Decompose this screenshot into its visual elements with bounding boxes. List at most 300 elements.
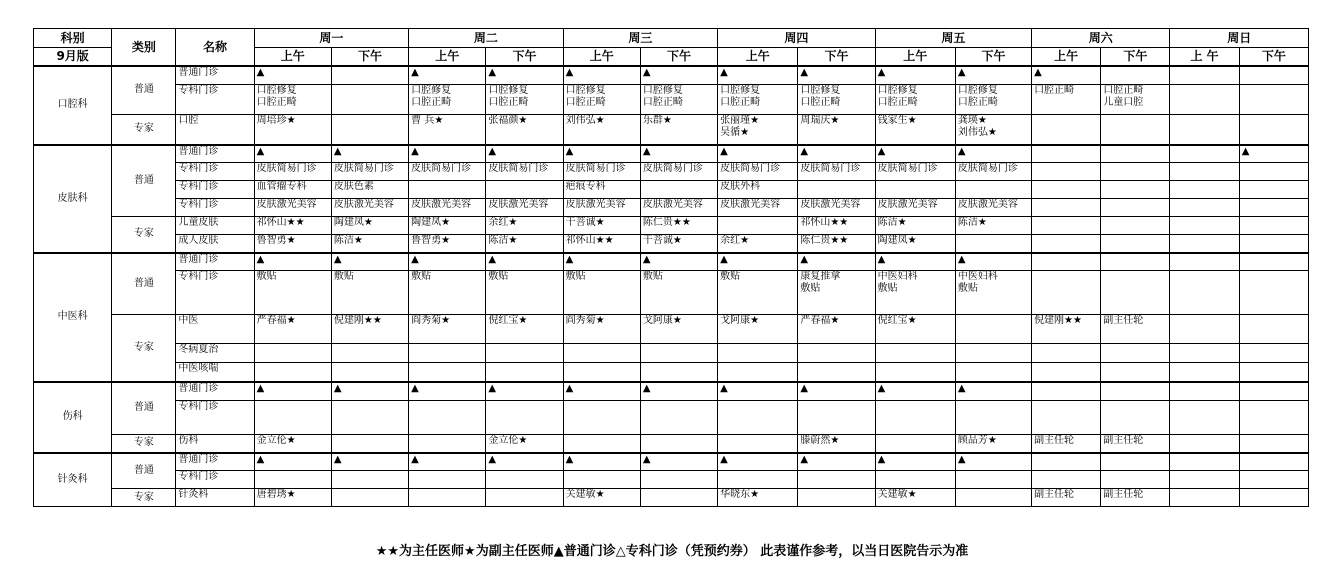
schedule-cell: 鲁智勇★	[254, 235, 331, 253]
schedule-cell	[331, 401, 408, 435]
schedule-cell: 周培珍★	[254, 115, 331, 145]
schedule-cell: 倪建刚★★	[1032, 315, 1101, 344]
schedule-cell: ▲	[955, 145, 1031, 163]
schedule-cell: 皮肤简易门诊	[331, 163, 408, 181]
schedule-cell: ▲	[486, 382, 563, 401]
schedule-cell	[640, 471, 717, 489]
header-half: 下午	[331, 48, 408, 66]
schedule-cell	[718, 363, 798, 382]
schedule-cell: 曹 兵★	[409, 115, 486, 145]
schedule-cell: ▲	[718, 453, 798, 471]
schedule-cell: ▲	[331, 453, 408, 471]
schedule-cell: ▲	[409, 382, 486, 401]
schedule-cell	[640, 401, 717, 435]
schedule-cell: 副主任轮	[1101, 435, 1170, 453]
schedule-cell: ▲	[254, 66, 331, 85]
schedule-cell: 龚瑛★ 刘伟弘★	[955, 115, 1031, 145]
header-half: 上 午	[1170, 48, 1239, 66]
schedule-cell	[1170, 489, 1239, 507]
schedule-cell: 皮肤外科	[718, 181, 798, 199]
schedule-cell: 中医妇科 敷贴	[955, 271, 1031, 315]
clinic-name: 专科门诊	[176, 401, 254, 435]
schedule-cell: 皮肤激光美容	[798, 199, 875, 217]
schedule-cell: 余红★	[486, 217, 563, 235]
clinic-name: 口腔	[176, 115, 254, 145]
schedule-cell	[1170, 315, 1239, 344]
schedule-cell	[875, 181, 955, 199]
schedule-cell	[1239, 435, 1308, 453]
schedule-cell: 周瑞庆★	[798, 115, 875, 145]
schedule-cell: 关建敏★	[563, 489, 640, 507]
schedule-cell: ▲	[955, 253, 1031, 271]
schedule-cell	[1101, 471, 1170, 489]
schedule-cell: 阎秀菊★	[409, 315, 486, 344]
schedule-cell	[1101, 363, 1170, 382]
schedule-cell	[1101, 382, 1170, 401]
schedule-cell	[409, 435, 486, 453]
schedule-cell: 陈仁贵★★	[640, 217, 717, 235]
schedule-cell: 倪红宝★	[486, 315, 563, 344]
header-day: 周日	[1170, 29, 1309, 48]
schedule-cell	[1032, 181, 1101, 199]
schedule-cell: 金立伦★	[254, 435, 331, 453]
schedule-cell: ▲	[563, 66, 640, 85]
schedule-cell	[486, 471, 563, 489]
schedule-cell: ▲	[486, 253, 563, 271]
schedule-cell: 陶建凤★	[875, 235, 955, 253]
schedule-cell: 祁怀山★★	[798, 217, 875, 235]
schedule-cell: 皮肤简易门诊	[486, 163, 563, 181]
schedule-cell: ▲	[875, 382, 955, 401]
schedule-cell	[1170, 199, 1239, 217]
schedule-cell	[1239, 382, 1308, 401]
schedule-cell	[1032, 344, 1101, 363]
schedule-cell: 严春福★	[798, 315, 875, 344]
schedule-cell: ▲	[1239, 145, 1308, 163]
schedule-cell	[875, 401, 955, 435]
header-type: 类别	[112, 29, 176, 66]
schedule-cell	[409, 344, 486, 363]
schedule-cell: 口腔修复 口腔正畸	[955, 85, 1031, 115]
schedule-cell: 张福颜★	[486, 115, 563, 145]
schedule-cell	[1101, 115, 1170, 145]
schedule-cell	[1101, 66, 1170, 85]
clinic-name: 中医	[176, 315, 254, 344]
clinic-name: 普通门诊	[176, 453, 254, 471]
schedule-cell	[486, 401, 563, 435]
schedule-cell: 皮肤激光美容	[331, 199, 408, 217]
header-day: 周三	[563, 29, 717, 48]
category-label: 专家	[112, 435, 176, 453]
header-dept: 科别	[34, 29, 112, 48]
clinic-name: 专科门诊	[176, 271, 254, 315]
department-name: 口腔科	[34, 66, 112, 145]
schedule-cell	[1101, 199, 1170, 217]
schedule-cell: 皮肤激光美容	[875, 199, 955, 217]
schedule-cell	[718, 344, 798, 363]
schedule-cell: 副主任轮	[1101, 489, 1170, 507]
category-label: 专家	[112, 217, 176, 253]
department-name: 针灸科	[34, 453, 112, 507]
schedule-cell: 口腔修复 口腔正畸	[486, 85, 563, 115]
schedule-cell: ▲	[798, 453, 875, 471]
schedule-cell: 阎秀菊★	[563, 315, 640, 344]
schedule-cell	[563, 363, 640, 382]
header-half: 下午	[486, 48, 563, 66]
edition-label: 9月版	[34, 48, 112, 66]
clinic-name: 儿童皮肤	[176, 217, 254, 235]
header-half: 上午	[254, 48, 331, 66]
schedule-cell: 皮肤简易门诊	[409, 163, 486, 181]
schedule-cell: 敷贴	[718, 271, 798, 315]
schedule-cell	[486, 489, 563, 507]
schedule-cell: ▲	[640, 453, 717, 471]
clinic-name: 专科门诊	[176, 85, 254, 115]
schedule-cell	[1170, 453, 1239, 471]
schedule-cell	[1101, 217, 1170, 235]
schedule-cell: ▲	[1032, 66, 1101, 85]
schedule-cell: ▲	[563, 453, 640, 471]
schedule-cell: ▲	[409, 253, 486, 271]
schedule-cell: ▲	[254, 453, 331, 471]
schedule-cell	[1032, 453, 1101, 471]
schedule-cell: 敷贴	[486, 271, 563, 315]
schedule-cell	[1239, 344, 1308, 363]
schedule-cell	[1032, 163, 1101, 181]
schedule-cell: 陈洁★	[955, 217, 1031, 235]
schedule-cell: 鲁智勇★	[409, 235, 486, 253]
schedule-cell: 关建敏★	[875, 489, 955, 507]
schedule-cell: 皮肤激光美容	[718, 199, 798, 217]
schedule-cell	[1239, 489, 1308, 507]
schedule-cell	[254, 471, 331, 489]
schedule-cell: 敷贴	[640, 271, 717, 315]
schedule-cell: 祁怀山★★	[563, 235, 640, 253]
schedule-cell	[563, 401, 640, 435]
schedule-cell: 陈洁★	[331, 235, 408, 253]
schedule-cell: ▲	[640, 253, 717, 271]
schedule-cell	[563, 435, 640, 453]
schedule-cell: ▲	[640, 382, 717, 401]
schedule-cell	[1239, 471, 1308, 489]
schedule-cell	[1170, 382, 1239, 401]
schedule-cell	[331, 85, 408, 115]
schedule-cell	[798, 363, 875, 382]
schedule-cell: 口腔正畸	[1032, 85, 1101, 115]
clinic-name: 冬病夏治	[176, 344, 254, 363]
schedule-cell: ▲	[409, 66, 486, 85]
schedule-cell	[254, 344, 331, 363]
schedule-cell	[1170, 235, 1239, 253]
schedule-cell	[1032, 271, 1101, 315]
header-day: 周六	[1032, 29, 1170, 48]
schedule-cell	[331, 435, 408, 453]
clinic-name: 专科门诊	[176, 199, 254, 217]
schedule-cell	[955, 489, 1031, 507]
schedule-cell: ▲	[955, 66, 1031, 85]
schedule-cell	[798, 489, 875, 507]
schedule-cell	[1032, 235, 1101, 253]
header-day: 周一	[254, 29, 408, 48]
schedule-cell: 敷贴	[409, 271, 486, 315]
clinic-schedule-table	[33, 28, 1309, 507]
schedule-cell: 口腔修复 口腔正畸	[409, 85, 486, 115]
schedule-cell: 皮肤激光美容	[486, 199, 563, 217]
schedule-cell: 皮肤激光美容	[409, 199, 486, 217]
clinic-name: 普通门诊	[176, 66, 254, 85]
schedule-cell	[798, 181, 875, 199]
clinic-name: 专科门诊	[176, 471, 254, 489]
schedule-cell	[1239, 253, 1308, 271]
schedule-cell	[1032, 363, 1101, 382]
schedule-cell: 中医妇科 敷贴	[875, 271, 955, 315]
schedule-cell	[409, 471, 486, 489]
schedule-cell	[718, 435, 798, 453]
schedule-cell: 敷贴	[254, 271, 331, 315]
schedule-cell: 疤痕专科	[563, 181, 640, 199]
schedule-cell: ▲	[640, 145, 717, 163]
schedule-cell: 口腔修复 口腔正畸	[254, 85, 331, 115]
schedule-cell	[875, 344, 955, 363]
schedule-cell	[875, 471, 955, 489]
schedule-cell	[798, 471, 875, 489]
schedule-cell: 严春福★	[254, 315, 331, 344]
schedule-cell	[409, 401, 486, 435]
schedule-cell	[1170, 253, 1239, 271]
header-day: 周二	[409, 29, 563, 48]
schedule-cell: 敷贴	[563, 271, 640, 315]
clinic-name: 专科门诊	[176, 163, 254, 181]
header-half: 上午	[718, 48, 798, 66]
schedule-cell: 金立伦★	[486, 435, 563, 453]
schedule-cell: ▲	[798, 66, 875, 85]
schedule-cell	[718, 217, 798, 235]
schedule-cell	[1239, 199, 1308, 217]
schedule-cell: 陶建凤★	[331, 217, 408, 235]
schedule-cell	[640, 435, 717, 453]
schedule-cell	[331, 489, 408, 507]
schedule-cell: ▲	[955, 453, 1031, 471]
schedule-cell: ▲	[331, 145, 408, 163]
schedule-cell: 皮肤激光美容	[254, 199, 331, 217]
schedule-cell: 华晓东★	[718, 489, 798, 507]
schedule-cell: ▲	[563, 145, 640, 163]
header-half: 上午	[875, 48, 955, 66]
schedule-cell	[1101, 401, 1170, 435]
schedule-cell	[1101, 163, 1170, 181]
schedule-cell: 口腔修复 口腔正畸	[563, 85, 640, 115]
schedule-cell	[1170, 217, 1239, 235]
schedule-cell: ▲	[798, 253, 875, 271]
schedule-cell: 祁怀山★★	[254, 217, 331, 235]
schedule-cell	[486, 181, 563, 199]
schedule-cell	[1101, 181, 1170, 199]
schedule-cell: ▲	[798, 382, 875, 401]
schedule-cell: 陶建凤★	[409, 217, 486, 235]
schedule-cell	[1239, 271, 1308, 315]
schedule-cell	[1239, 235, 1308, 253]
category-label: 专家	[112, 315, 176, 382]
schedule-cell: ▲	[331, 382, 408, 401]
clinic-name: 中医咳喘	[176, 363, 254, 382]
schedule-cell: 敷贴	[331, 271, 408, 315]
schedule-cell	[1032, 199, 1101, 217]
schedule-cell	[1170, 163, 1239, 181]
schedule-cell: ▲	[718, 145, 798, 163]
schedule-cell	[640, 489, 717, 507]
schedule-cell	[1101, 145, 1170, 163]
schedule-cell	[955, 181, 1031, 199]
schedule-cell	[331, 471, 408, 489]
schedule-cell: 皮肤激光美容	[955, 199, 1031, 217]
schedule-cell: 皮肤简易门诊	[718, 163, 798, 181]
schedule-cell	[1032, 471, 1101, 489]
schedule-cell	[955, 401, 1031, 435]
schedule-cell: 副主任轮	[1032, 489, 1101, 507]
schedule-cell: 皮肤色素	[331, 181, 408, 199]
schedule-cell	[1170, 271, 1239, 315]
schedule-cell: 副主任轮	[1032, 435, 1101, 453]
schedule-cell: ▲	[718, 66, 798, 85]
schedule-cell	[409, 363, 486, 382]
schedule-cell: 滕蔚然★	[798, 435, 875, 453]
schedule-cell: ▲	[409, 145, 486, 163]
schedule-cell	[1239, 315, 1308, 344]
schedule-cell: 口腔修复 口腔正畸	[640, 85, 717, 115]
schedule-cell: 余红★	[718, 235, 798, 253]
schedule-cell	[1170, 115, 1239, 145]
schedule-cell	[1170, 471, 1239, 489]
schedule-cell: 倪红宝★	[875, 315, 955, 344]
schedule-cell: 顾品芳★	[955, 435, 1031, 453]
header-half: 下午	[640, 48, 717, 66]
schedule-cell: 皮肤简易门诊	[798, 163, 875, 181]
schedule-cell	[1101, 344, 1170, 363]
schedule-cell	[1239, 115, 1308, 145]
schedule-cell	[1239, 85, 1308, 115]
schedule-cell: 口腔修复 口腔正畸	[798, 85, 875, 115]
schedule-cell: 陈洁★	[875, 217, 955, 235]
schedule-cell: ▲	[486, 145, 563, 163]
schedule-cell: ▲	[875, 145, 955, 163]
schedule-cell	[563, 471, 640, 489]
schedule-cell	[486, 363, 563, 382]
category-label: 普通	[112, 253, 176, 315]
department-name: 中医科	[34, 253, 112, 382]
schedule-cell	[254, 363, 331, 382]
schedule-cell	[1032, 253, 1101, 271]
schedule-cell: 戈阿康★	[640, 315, 717, 344]
clinic-name: 普通门诊	[176, 253, 254, 271]
schedule-cell: 康复推拿 敷贴	[798, 271, 875, 315]
schedule-cell	[875, 435, 955, 453]
schedule-cell	[331, 363, 408, 382]
schedule-cell: 皮肤简易门诊	[875, 163, 955, 181]
schedule-cell	[955, 344, 1031, 363]
schedule-cell	[640, 181, 717, 199]
department-name: 皮肤科	[34, 145, 112, 253]
schedule-cell: 陈仁贵★★	[798, 235, 875, 253]
schedule-cell: 口腔修复 口腔正畸	[875, 85, 955, 115]
schedule-cell: 血管瘤专科	[254, 181, 331, 199]
header-half: 下午	[1101, 48, 1170, 66]
schedule-cell	[331, 66, 408, 85]
schedule-cell: ▲	[718, 253, 798, 271]
schedule-cell	[1101, 453, 1170, 471]
header-half: 下午	[1239, 48, 1308, 66]
schedule-cell: ▲	[798, 145, 875, 163]
schedule-cell: ▲	[486, 66, 563, 85]
header-day: 周四	[718, 29, 875, 48]
department-name: 伤科	[34, 382, 112, 453]
category-label: 普通	[112, 382, 176, 435]
schedule-cell	[955, 235, 1031, 253]
schedule-cell	[1170, 363, 1239, 382]
schedule-cell: 皮肤简易门诊	[955, 163, 1031, 181]
schedule-cell	[1170, 344, 1239, 363]
clinic-name: 成人皮肤	[176, 235, 254, 253]
schedule-cell	[875, 363, 955, 382]
schedule-cell	[1239, 66, 1308, 85]
schedule-cell: 戈阿康★	[718, 315, 798, 344]
clinic-name: 专科门诊	[176, 181, 254, 199]
schedule-cell	[1170, 401, 1239, 435]
header-name: 名称	[176, 29, 254, 66]
schedule-cell: ▲	[875, 66, 955, 85]
header-half: 上午	[563, 48, 640, 66]
category-label: 专家	[112, 115, 176, 145]
schedule-cell	[1239, 217, 1308, 235]
schedule-cell	[1239, 453, 1308, 471]
schedule-cell	[1239, 163, 1308, 181]
schedule-cell: ▲	[254, 382, 331, 401]
schedule-cell: 皮肤激光美容	[563, 199, 640, 217]
header-half: 上午	[409, 48, 486, 66]
schedule-cell: 唐碧琇★	[254, 489, 331, 507]
schedule-cell	[331, 344, 408, 363]
schedule-cell	[1101, 253, 1170, 271]
category-label: 普通	[112, 145, 176, 217]
schedule-cell: 皮肤简易门诊	[254, 163, 331, 181]
schedule-cell	[409, 489, 486, 507]
category-label: 普通	[112, 66, 176, 115]
schedule-cell: ▲	[409, 453, 486, 471]
schedule-cell	[563, 344, 640, 363]
schedule-cell: 副主任轮	[1101, 315, 1170, 344]
schedule-cell: ▲	[331, 253, 408, 271]
schedule-cell	[1032, 115, 1101, 145]
clinic-name: 普通门诊	[176, 382, 254, 401]
schedule-cell	[409, 181, 486, 199]
schedule-cell: 陈洁★	[486, 235, 563, 253]
schedule-cell	[1170, 85, 1239, 115]
schedule-cell: ▲	[955, 382, 1031, 401]
schedule-cell: ▲	[254, 253, 331, 271]
schedule-cell: 刘伟弘★	[563, 115, 640, 145]
schedule-cell	[1101, 235, 1170, 253]
schedule-cell: 钱家生★	[875, 115, 955, 145]
schedule-cell: ▲	[563, 382, 640, 401]
schedule-cell	[955, 363, 1031, 382]
schedule-cell	[1170, 66, 1239, 85]
schedule-cell: ▲	[875, 453, 955, 471]
schedule-cell	[254, 401, 331, 435]
schedule-cell: ▲	[563, 253, 640, 271]
clinic-name: 针灸科	[176, 489, 254, 507]
header-half: 下午	[798, 48, 875, 66]
schedule-cell	[640, 344, 717, 363]
schedule-cell	[1170, 435, 1239, 453]
